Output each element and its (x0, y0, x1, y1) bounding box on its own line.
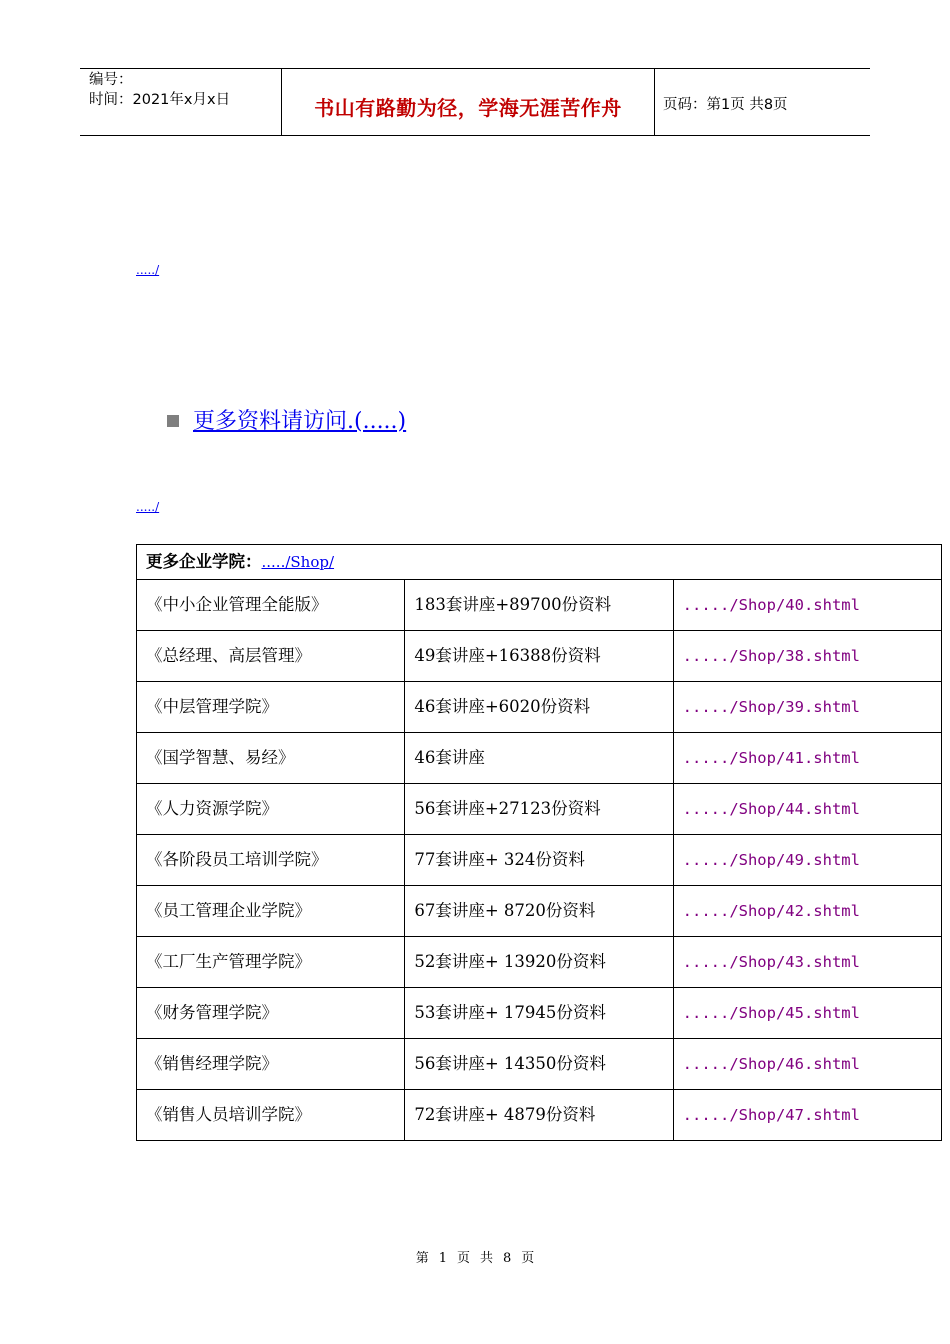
more-info-line (167, 404, 406, 435)
course-count-cell: 52套讲座+ 13920份资料 (405, 937, 673, 988)
shop-table (136, 544, 942, 1141)
doc-number-label: 编号： (89, 72, 133, 88)
course-url-cell (673, 580, 941, 631)
course-url-cell (673, 988, 941, 1039)
course-url-cell (673, 886, 941, 937)
header-page-info: 页码：第1页 共8页 (663, 97, 788, 113)
more-info-link[interactable]: 更多资料请访问.(.....) (193, 409, 407, 434)
page-footer (0, 1247, 950, 1266)
course-url-link[interactable]: ...../Shop/45.shtml (682, 1004, 860, 1022)
course-name-cell: 《销售经理学院》 (137, 1039, 405, 1090)
table-row (137, 886, 942, 937)
course-name-cell: 《总经理、高层管理》 (137, 631, 405, 682)
course-url-cell (673, 733, 941, 784)
course-url-link[interactable]: ...../Shop/39.shtml (682, 698, 860, 716)
table-title-label: 更多企业学院： (146, 552, 262, 571)
course-url-link[interactable]: ...../Shop/44.shtml (682, 800, 860, 818)
table-row (137, 1090, 942, 1141)
table-row (137, 988, 942, 1039)
course-url-link[interactable]: ...../Shop/49.shtml (682, 851, 860, 869)
course-name-cell: 《中层管理学院》 (137, 682, 405, 733)
course-count-cell: 67套讲座+ 8720份资料 (405, 886, 673, 937)
table-row (137, 631, 942, 682)
table-row (137, 784, 942, 835)
table-row (137, 682, 942, 733)
course-count-cell: 46套讲座 (405, 733, 673, 784)
course-url-link[interactable]: ...../Shop/41.shtml (682, 749, 860, 767)
footer-total-pages: 8 (503, 1251, 512, 1266)
footer-gong: 共 (480, 1251, 494, 1266)
header-motto: 书山有路勤为径，学海无涯苦作舟 (314, 96, 622, 120)
table-row (137, 835, 942, 886)
course-url-cell (673, 1090, 941, 1141)
course-count-cell: 49套讲座+16388份资料 (405, 631, 673, 682)
header-meta (89, 70, 230, 110)
course-name-cell: 《国学智慧、易经》 (137, 733, 405, 784)
course-name-cell: 《人力资源学院》 (137, 784, 405, 835)
course-url-link[interactable]: ...../Shop/38.shtml (682, 647, 860, 665)
course-count-cell: 53套讲座+ 17945份资料 (405, 988, 673, 1039)
course-name-cell: 《中小企业管理全能版》 (137, 580, 405, 631)
table-row (137, 733, 942, 784)
table-row (137, 580, 942, 631)
course-count-cell: 56套讲座+ 14350份资料 (405, 1039, 673, 1090)
footer-di: 第 (415, 1251, 429, 1266)
course-url-link[interactable]: ...../Shop/46.shtml (682, 1055, 860, 1073)
shop-root-link[interactable]: ...../Shop/ (261, 553, 335, 571)
header-bottom-rule (80, 135, 870, 136)
course-url-cell (673, 682, 941, 733)
course-url-link[interactable]: ...../Shop/47.shtml (682, 1106, 860, 1124)
course-url-link[interactable]: ...../Shop/40.shtml (682, 596, 860, 614)
course-url-cell (673, 835, 941, 886)
footer-ye-2: 页 (521, 1251, 535, 1266)
course-url-cell (673, 937, 941, 988)
course-url-link[interactable]: ...../Shop/42.shtml (682, 902, 860, 920)
course-count-cell: 183套讲座+89700份资料 (405, 580, 673, 631)
header-divider-right (654, 68, 655, 136)
course-count-cell: 72套讲座+ 4879份资料 (405, 1090, 673, 1141)
course-name-cell: 《工厂生产管理学院》 (137, 937, 405, 988)
course-count-cell: 77套讲座+ 324份资料 (405, 835, 673, 886)
footer-page-number: 1 (438, 1251, 447, 1266)
course-name-cell: 《财务管理学院》 (137, 988, 405, 1039)
top-small-link[interactable]: ...../ (136, 263, 160, 277)
course-count-cell: 46套讲座+6020份资料 (405, 682, 673, 733)
course-name-cell: 《各阶段员工培训学院》 (137, 835, 405, 886)
footer-ye: 页 (456, 1251, 470, 1266)
course-url-cell (673, 784, 941, 835)
course-count-cell: 56套讲座+27123份资料 (405, 784, 673, 835)
course-url-link[interactable]: ...../Shop/43.shtml (682, 953, 860, 971)
course-name-cell: 《销售人员培训学院》 (137, 1090, 405, 1141)
course-url-cell (673, 631, 941, 682)
second-small-link[interactable]: ...../ (136, 500, 160, 514)
table-title-cell (137, 545, 942, 580)
course-url-cell (673, 1039, 941, 1090)
header-top-rule (80, 68, 870, 69)
table-row (137, 937, 942, 988)
square-bullet-icon (167, 415, 179, 427)
table-title-row (137, 545, 942, 580)
table-row (137, 1039, 942, 1090)
doc-time-label: 时间：2021年x月x日 (89, 92, 231, 108)
course-name-cell: 《员工管理企业学院》 (137, 886, 405, 937)
